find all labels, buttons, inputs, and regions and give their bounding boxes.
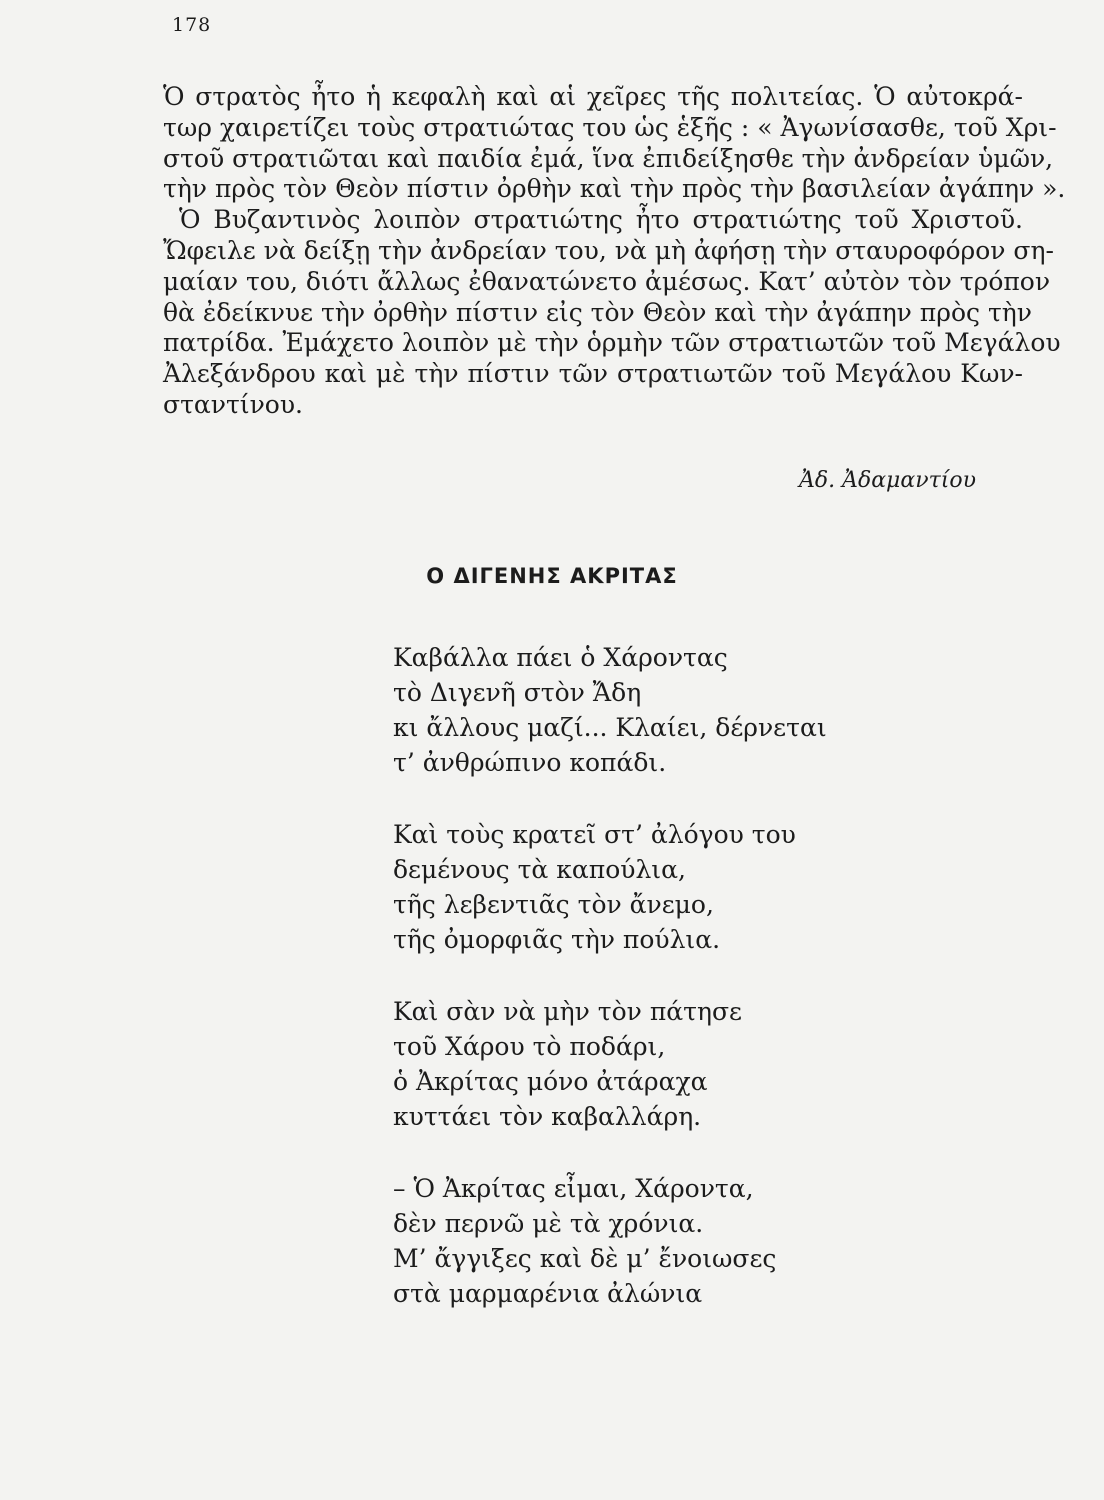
prose-line: Ἀλεξάνδρου καὶ μὲ τὴν πίστιν τῶν στρατιωτῶν τοῦ Μεγάλου Κων- (163, 359, 1023, 389)
prose-line: Ὤφειλε νὰ δείξῃ τὴν ἀνδρείαν του, νὰ μὴ ἀφήσῃ τὴν σταυροφόρον ση- (163, 235, 1054, 265)
poem-verse: Καὶ σὰν νὰ μὴν τὸν πάτησε (393, 997, 742, 1026)
poem-stanza (393, 640, 833, 780)
prose-line: σταντίνου. (163, 389, 304, 419)
poem-verse: δὲν περνῶ μὲ τὰ χρόνια. (393, 1209, 704, 1238)
poem-verse: Καβάλλα πάει ὁ Χάροντας (393, 643, 728, 672)
poem-verse: τὸ Διγενῆ στὸν Ἄδη (393, 678, 642, 707)
poem-verse: τ’ ἀνθρώπινο κοπάδι. (393, 748, 667, 777)
prose-line: τὴν πρὸς τὸν Θεὸν πίστιν ὀρθὴν καὶ τὴν πρὸς τὴν βασιλείαν ἀγάπην ». (163, 174, 1066, 204)
poem-stanza (393, 817, 833, 957)
poem-verse: Καὶ τοὺς κρατεῖ στ’ ἀλόγου του (393, 820, 796, 849)
poem (393, 640, 833, 1348)
poem-title: Ο ΔΙΓΕΝΗΣ ΑΚΡΙΤΑΣ (426, 564, 678, 588)
prose-line: Ὁ Βυζαντινὸς λοιπὸν στρατιώτης ἦτο στρατιώτης τοῦ Χριστοῦ. (179, 205, 1023, 235)
poem-stanza (393, 1171, 833, 1311)
prose-line: τωρ χαιρετίζει τοὺς στρατιώτας του ὡς ἑξῆς : « Ἀγωνίσασθε, τοῦ Χρι- (163, 112, 1057, 142)
poem-verse: κι ἄλλους μαζί... Κλαίει, δέρνεται (393, 713, 827, 742)
poem-verse: στὰ μαρμαρένια ἀλώνια (393, 1279, 703, 1308)
author-signature: Ἀδ. Ἀδαμαντίου (798, 468, 976, 493)
prose-line: μαίαν του, διότι ἄλλως ἐθανατώνετο ἀμέσως. Κατ’ αὐτὸν τὸν τρόπον (163, 266, 1051, 296)
prose-line: στοῦ στρατιῶται καὶ παιδία ἐμά, ἵνα ἐπιδείξησθε τὴν ἀνδρείαν ὑμῶν, (163, 143, 1054, 173)
poem-verse: τοῦ Χάρου τὸ ποδάρι, (393, 1032, 666, 1061)
poem-verse: τῆς ὀμορφιᾶς τὴν πούλια. (393, 925, 721, 954)
poem-verse: – Ὁ Ἀκρίτας εἶμαι, Χάροντα, (393, 1174, 754, 1203)
poem-verse: τῆς λεβεντιᾶς τὸν ἄνεμο, (393, 890, 714, 919)
prose-line: πατρίδα. Ἐμάχετο λοιπὸν μὲ τὴν ὁρμὴν τῶν στρατιωτῶν τοῦ Μεγάλου (163, 328, 1061, 358)
prose-paragraph (163, 82, 1066, 421)
page-number: 178 (172, 14, 212, 36)
poem-verse: κυττάει τὸν καβαλλάρη. (393, 1102, 702, 1131)
prose-line: θὰ ἐδείκνυε τὴν ὀρθὴν πίστιν εἰς τὸν Θεὸν καὶ τὴν ἀγάπην πρὸς τὴν (163, 297, 1032, 327)
poem-stanza (393, 994, 833, 1134)
poem-verse: δεμένους τὰ καπούλια, (393, 855, 686, 884)
prose-line: Ὁ στρατὸς ἦτο ἡ κεφαλὴ καὶ αἱ χεῖρες τῆς πολιτείας. Ὁ αὐτοκρά- (163, 82, 1023, 111)
poem-verse: ὁ Ἀκρίτας μόνο ἀτάραχα (393, 1067, 708, 1096)
poem-verse: Μ’ ἄγγιξες καὶ δὲ μ’ ἔνοιωσες (393, 1244, 777, 1273)
